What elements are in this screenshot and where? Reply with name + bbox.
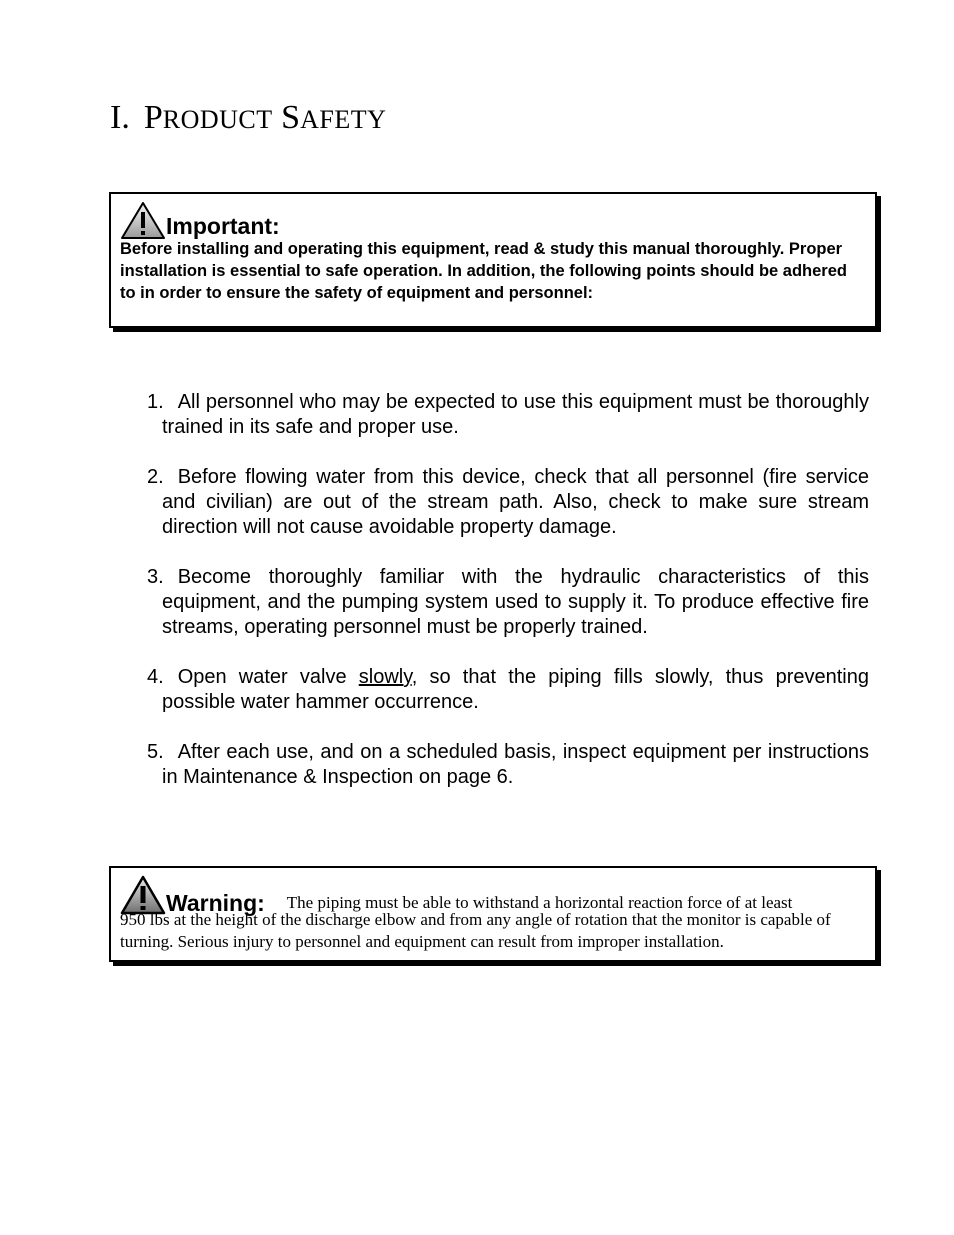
title-initial-s: S: [281, 99, 301, 136]
warning-triangle-icon: [120, 200, 166, 240]
item-text: All personnel who may be expected to use this equipment must be thoroughly trained in its safe and proper use.: [162, 391, 869, 438]
title-rest-roduct: RODUCT: [162, 105, 273, 134]
item-text-underlined: slowly: [358, 666, 412, 688]
warning-title: Warning:: [166, 890, 265, 916]
item-number: 3.: [147, 566, 164, 588]
important-title: Important:: [166, 213, 280, 239]
warning-text: 950 lbs at the height of the discharge elbow and from any angle of rotation that the monitor is capable of turning. Serious injury to personnel and equipment can result from improper installation.: [120, 910, 831, 951]
list-item: [147, 390, 869, 440]
item-text-after: , so that the piping fills slowly, thus preventing possible water hammer occurrence.: [162, 666, 869, 713]
title-initial-p: P: [143, 99, 163, 136]
item-number: 4.: [147, 666, 164, 688]
item-text: Before flowing water from this device, check that all personnel (fire service and civilian) are out of the stream path. Also, check to make sure stream direction will not cause avoidable property damage.: [162, 466, 869, 538]
important-header: [120, 196, 866, 240]
item-number: 5.: [147, 741, 164, 763]
safety-points-list: [147, 390, 869, 815]
list-item: [147, 565, 869, 640]
important-text: Before installing and operating this equipment, read & study this manual thoroughly. Proper installation is essential to safe operation. In addition, the following points should be adhered to in order to ensure the safety of equipment and personnel:: [120, 240, 847, 302]
item-number: 1.: [147, 391, 164, 413]
section-heading: [110, 96, 386, 142]
important-notice-box: [109, 192, 877, 328]
list-item: [147, 465, 869, 540]
item-text: Become thoroughly familiar with the hydraulic characteristics of this equipment, and the pumping system used to supply it. To produce effective fire streams, operating personnel must be properly trained.: [162, 566, 869, 638]
title-rest-afety: AFETY: [300, 105, 387, 134]
list-item: [147, 740, 869, 790]
warning-notice-box: [109, 866, 877, 962]
item-text: After each use, and on a scheduled basis, inspect equipment per instructions in Maintenance & Inspection on page 6.: [162, 741, 869, 788]
list-item: [147, 665, 869, 715]
item-text-before: Open water valve: [177, 666, 359, 688]
item-number: 2.: [147, 466, 164, 488]
section-number: I.: [110, 99, 130, 136]
warning-text-first-line: The piping must be able to withstand a horizontal reaction force of at least: [286, 893, 793, 912]
